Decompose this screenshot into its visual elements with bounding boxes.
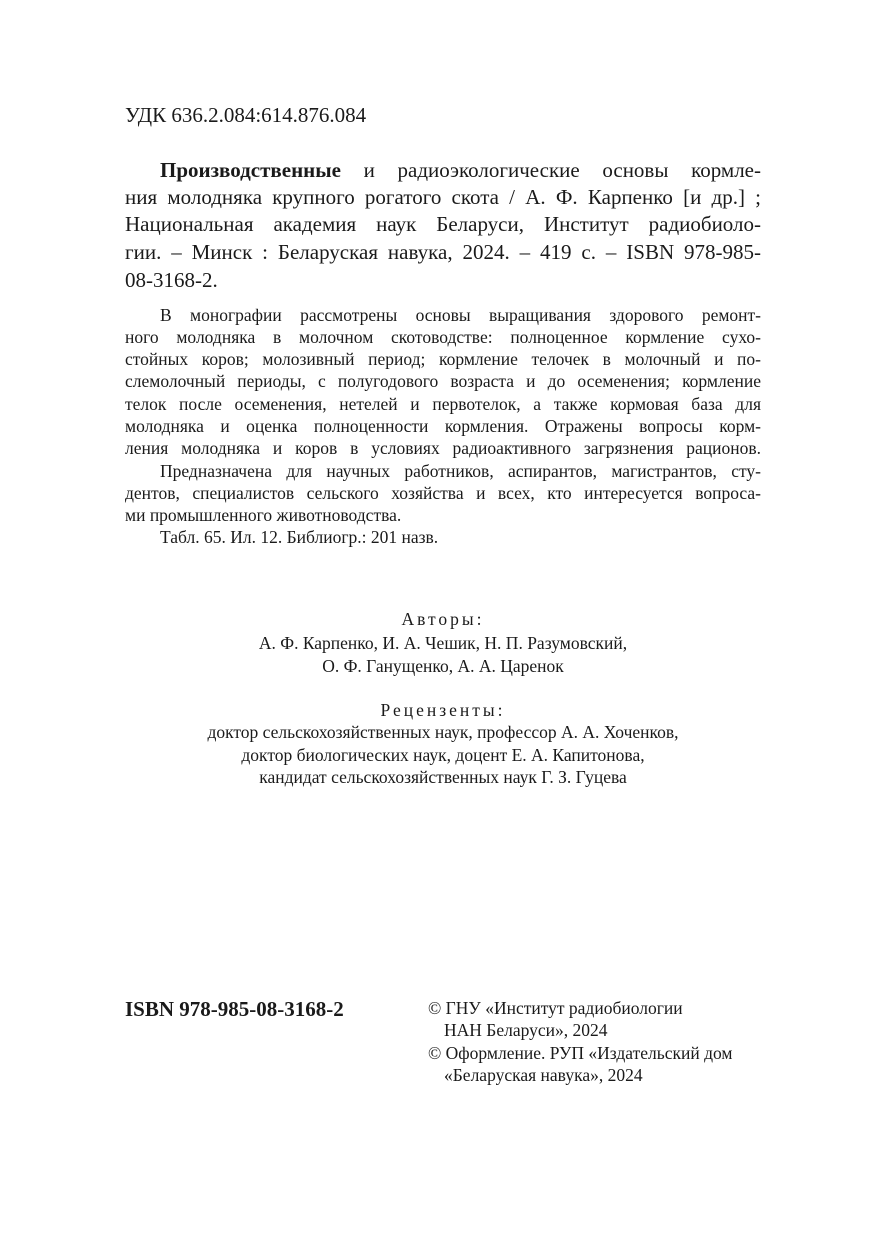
- biblio-line: Национальная академия наук Беларуси, Институт радиобиоло-: [125, 212, 761, 236]
- copyright-line: НАН Беларуси», 2024: [444, 1020, 608, 1040]
- audience-line: Предназначена для научных работников, аспирантов, магистрантов, сту-: [160, 461, 761, 481]
- reviewer-line: кандидат сельскохозяйственных наук Г. З. Гуцева: [259, 767, 627, 787]
- authors-line: А. Ф. Карпенко, И. А. Чешик, Н. П. Разумовский,: [258, 633, 628, 653]
- copyright-line: «Беларуская навука», 2024: [444, 1065, 643, 1085]
- reviewers-heading: Рецензенты:: [380, 700, 506, 720]
- reviewer-line: доктор сельскохозяйственных наук, профессор А. А. Хоченков,: [207, 722, 679, 742]
- audience-line: ми промышленного животноводства.: [125, 505, 402, 525]
- tables-illustrations-count: Табл. 65. Ил. 12. Библиогр.: 201 назв.: [160, 527, 439, 547]
- authors-heading: Авторы:: [401, 609, 485, 629]
- authors-line: О. Ф. Ганущенко, А. А. Царенок: [322, 656, 564, 676]
- reviewer-line: доктор биологических наук, доцент Е. А. Капитонова,: [241, 745, 645, 765]
- biblio-line: гии. – Минск : Беларуская навука, 2024. – 419 с. – ISBN 978-985-: [125, 240, 761, 264]
- copyright-line: © ГНУ «Институт радиобиологии: [428, 998, 683, 1018]
- biblio-title-bold: Производственные: [160, 158, 341, 182]
- udc-code: УДК 636.2.084:614.876.084: [125, 103, 367, 127]
- isbn: ISBN 978-985-08-3168-2: [125, 997, 344, 1021]
- biblio-line: 08-3168-2.: [125, 268, 218, 292]
- abstract-line: молодняка и оценка полноценности кормления. Отражены вопросы корм-: [125, 416, 761, 436]
- abstract-line: стойных коров; молозивный период; кормление телочек в молочный и по-: [125, 349, 761, 369]
- abstract-line: слемолочный периоды, с полугодового возраста и до осеменения; кормление: [125, 371, 761, 391]
- abstract-line: В монографии рассмотрены основы выращивания здорового ремонт-: [160, 305, 761, 325]
- audience-line: дентов, специалистов сельского хозяйства и всех, кто интересуется вопроса-: [125, 483, 761, 503]
- abstract-line: ления молодняка и коров в условиях радиоактивного загрязнения рационов.: [125, 438, 761, 458]
- biblio-line: ния молодняка крупного рогатого скота / А. Ф. Карпенко [и др.] ;: [125, 185, 761, 209]
- copyright-line: © Оформление. РУП «Издательский дом: [428, 1043, 733, 1063]
- abstract-line: ного молодняка в молочном скотоводстве: полноценное кормление сухо-: [125, 327, 761, 347]
- biblio-line: Производственные и радиоэкологические основы кормле-: [160, 158, 761, 182]
- abstract-line: телок после осеменения, нетелей и первотелок, а также кормовая база для: [125, 394, 761, 414]
